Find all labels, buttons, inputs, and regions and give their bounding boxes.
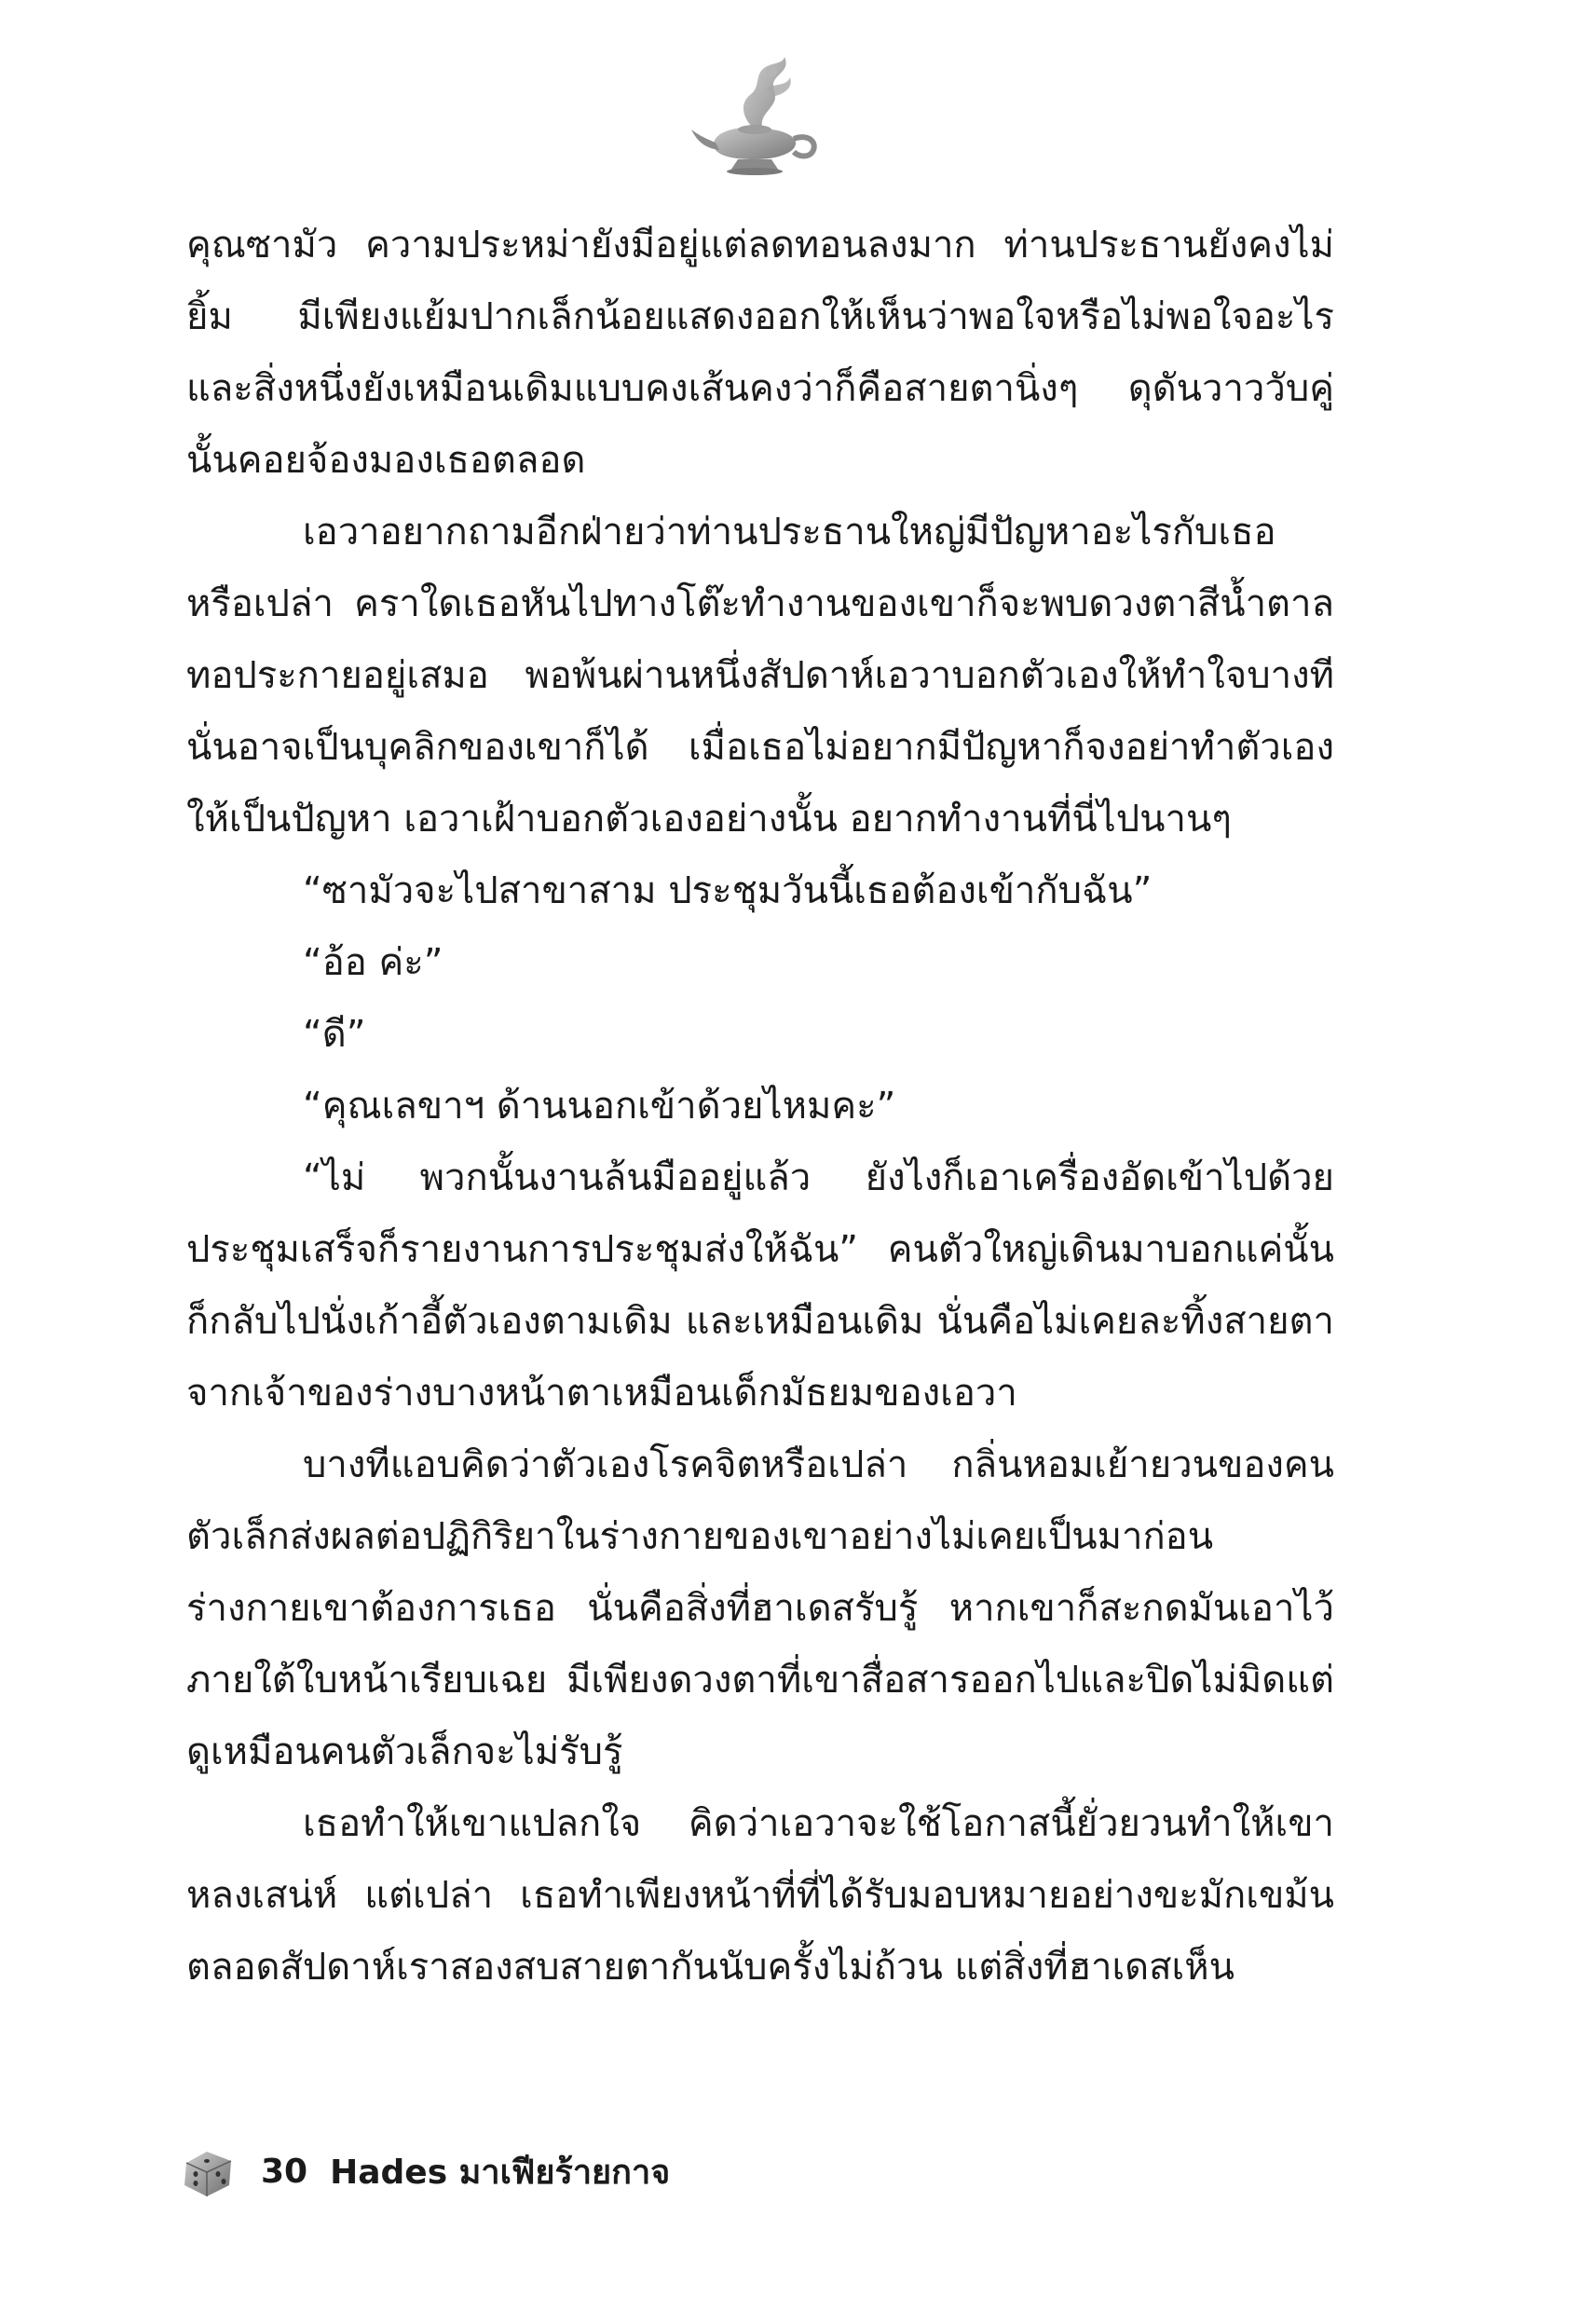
dialogue-line: “อ้อ ค่ะ” — [303, 941, 443, 984]
dialogue-line: “ซามัวจะไปสาขาสาม ประชุมวันนี้เธอต้องเข้ากับฉัน” — [303, 869, 1153, 912]
paragraph: บางทีแอบคิดว่าตัวเองโรคจิตหรือเปล่า กลิ่นหอมเย้ายวนของคนตัวเล็กส่งผลต่อปฏิกิริยาในร่างกายของเขาอย่างไม่เคยเป็นมาก่อนร่างกายเขาต้องการเธอ นั่นคือสิ่งที่ฮาเดสรับรู้ หากเขาก็สะกดมันเอาไว้ภายใต้ใบหน้าเรียบเฉย มีเพียงดวงตาที่เขาสื่อสารออกไปและปิดไม่มิดแต่ดูเหมือนคนตัวเล็กจะไม่รับรู้ — [186, 1443, 1334, 1773]
dialogue-line: “ไม่ พวกนั้นงานล้นมืออยู่แล้ว ยังไงก็เอาเครื่องอัดเข้าไปด้วยประชุมเสร็จก็รายงานการประชุมส่งให้ฉัน” คนตัวใหญ่เดินมาบอกแค่นั้นก็กลับไปนั่งเก้าอี้ตัวเองตามเดิม และเหมือนเดิม นั่นคือไม่เคยละทิ้งสายตาจากเจ้าของร่างบางหน้าตาเหมือนเด็กมัธยมของเอวา — [186, 1156, 1334, 1415]
genie-lamp-icon — [686, 51, 825, 182]
book-title: Hades มาเฟียร้ายกาจ — [330, 2153, 671, 2192]
page-number: 30 — [261, 2152, 308, 2191]
dialogue-line: “คุณเลขาฯ ด้านนอกเข้าด้วยไหมคะ” — [303, 1085, 896, 1128]
paragraph: เอวาอยากถามอีกฝ่ายว่าท่านประธานใหญ่มีปัญหาอะไรกับเธอหรือเปล่า คราใดเธอหันไปทางโต๊ะทำงานของเขาก็จะพบดวงตาสีน้ำตาลทอประกายอยู่เสมอ พอพ้นผ่านหนึ่งสัปดาห์เอวาบอกตัวเองให้ทำใจบางทีนั่นอาจเป็นบุคลิกของเขาก็ได้ เมื่อเธอไม่อยากมีปัญหาก็จงอย่าทำตัวเองให้เป็นปัญหา เอวาเฝ้าบอกตัวเองอย่างนั้น อยากทำงานที่นี่ไปนานๆ — [186, 511, 1334, 841]
dice-icon — [179, 2142, 237, 2200]
paragraph: เธอทำให้เขาแปลกใจ คิดว่าเอวาจะใช้โอกาสนี้ยั่วยวนทำให้เขาหลงเสน่ห์ แต่เปล่า เธอทำเพียงหน้าที่ที่ได้รับมอบหมายอย่างขะมักเขม้นตลอดสัปดาห์เราสองสบสายตากันนับครั้งไม่ถ้วน แต่สิ่งที่ฮาเดสเห็น — [186, 1802, 1334, 1989]
page-footer — [179, 2134, 670, 2208]
body-text — [186, 210, 1334, 2003]
paragraph: คุณซามัว ความประหม่ายังมีอยู่แต่ลดทอนลงมาก ท่านประธานยังคงไม่ยิ้ม มีเพียงแย้มปากเล็กน้อยแสดงออกให้เห็นว่าพอใจหรือไม่พอใจอะไร และสิ่งหนึ่งยังเหมือนเดิมแบบคงเส้นคงว่าก็คือสายตานิ่งๆ ดุดันวาววับคู่นั้นคอยจ้องมองเธอตลอด — [186, 224, 1334, 482]
dialogue-line: “ดี” — [303, 1013, 366, 1056]
